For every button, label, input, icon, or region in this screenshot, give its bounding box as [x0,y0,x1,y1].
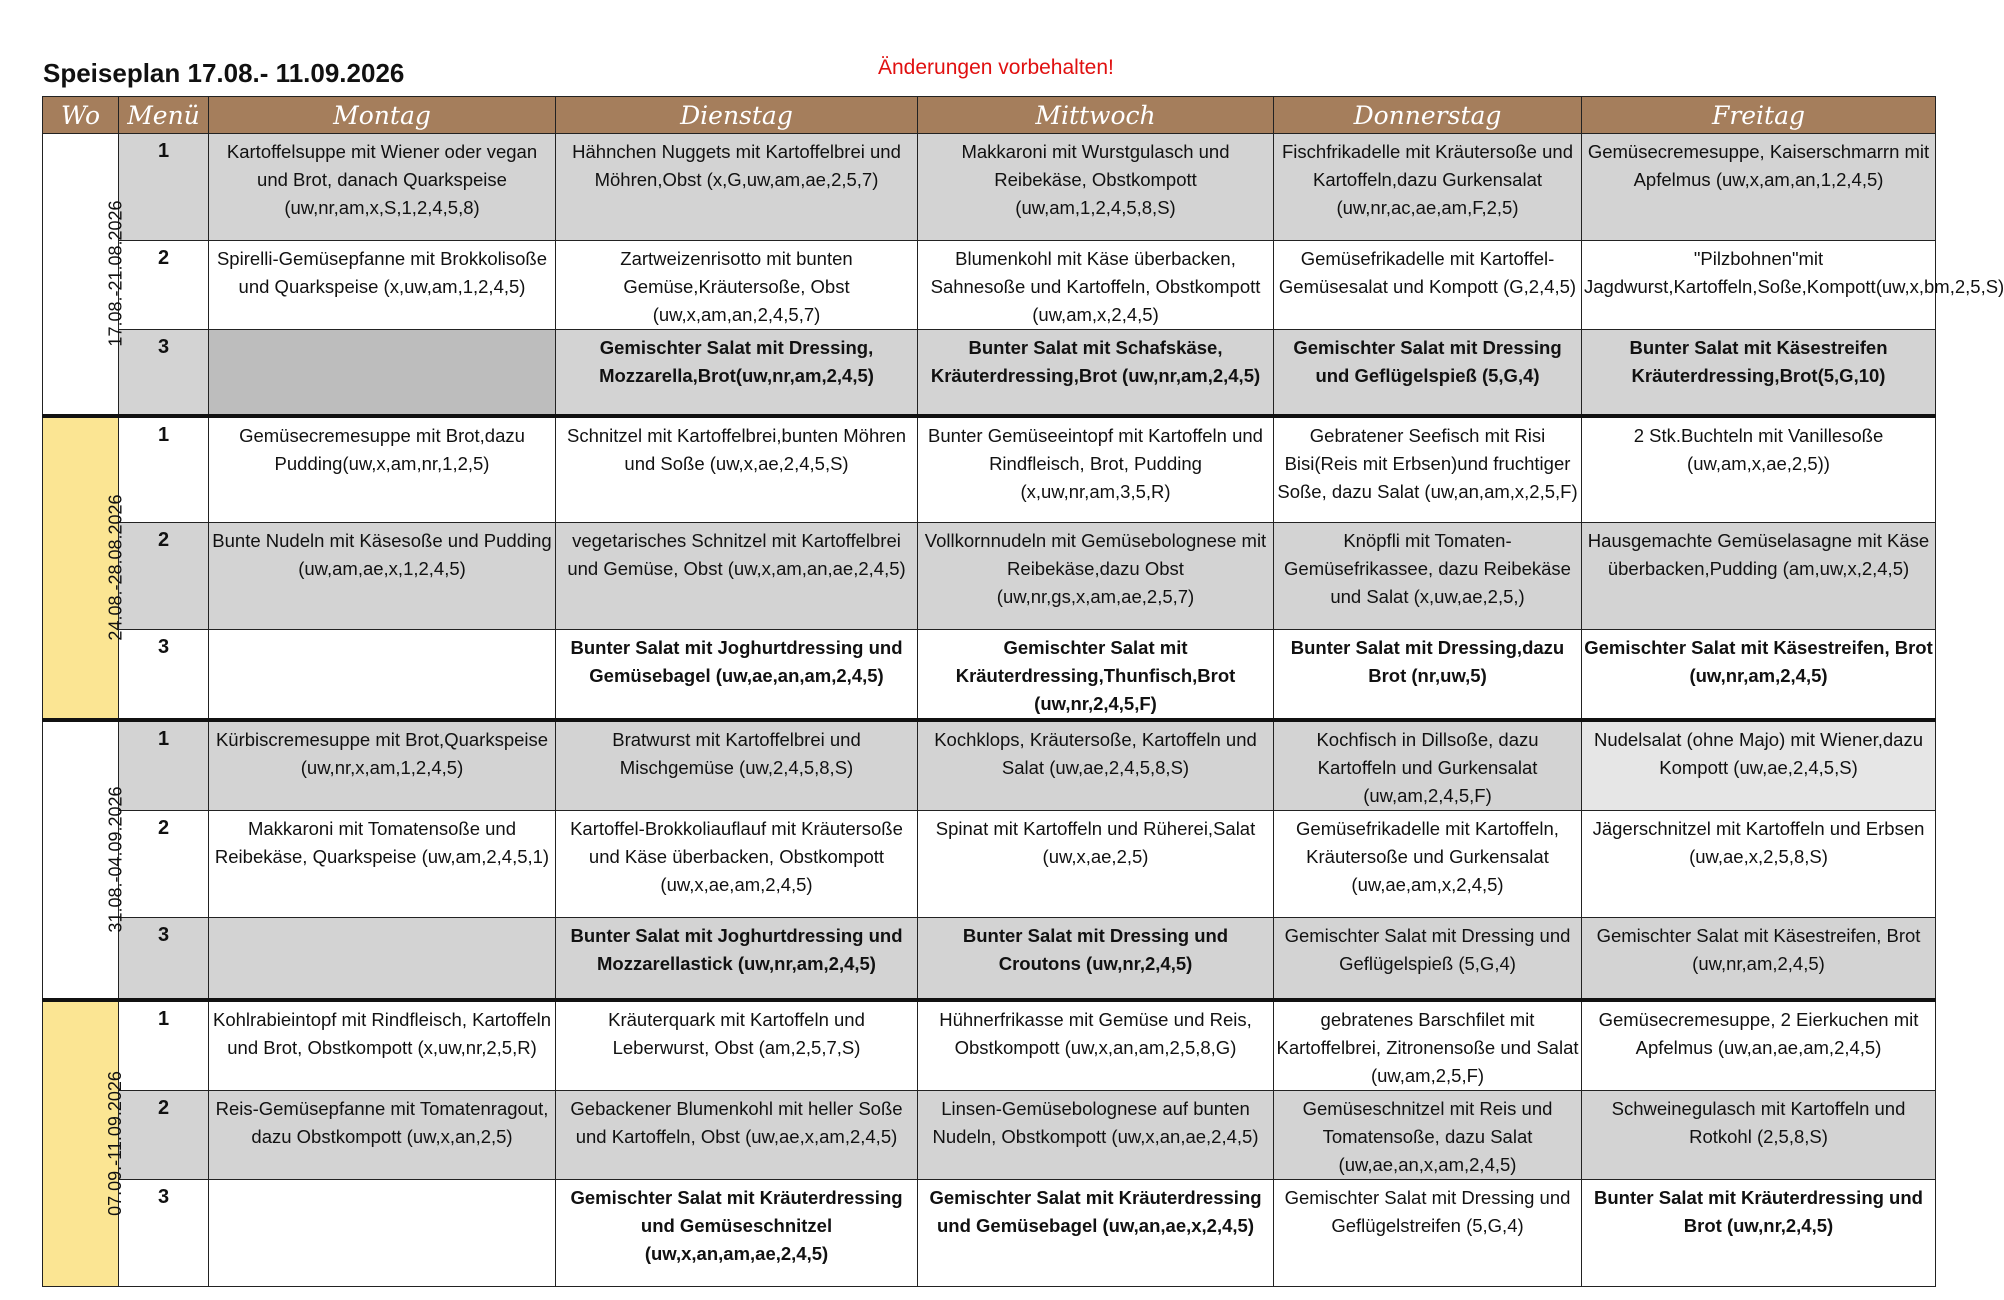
col-header-week: Wo [43,97,119,134]
meal-cell: Bunter Salat mit Joghurtdressing und Gemüsebagel (uw,ae,an,am,2,4,5) [556,630,918,721]
meal-cell: Gemischter Salat mit Käsestreifen, Brot (uw,nr,am,2,4,5) [1582,918,1936,1000]
meal-cell: Bunter Salat mit Kräuterdressing und Brot (uw,nr,2,4,5) [1582,1179,1936,1286]
table-row [43,720,1936,811]
table-row [43,918,1936,1000]
meal-cell: Gemüseschnitzel mit Reis und Tomatensoße, dazu Salat (uw,ae,an,x,am,2,4,5) [1274,1090,1582,1179]
meal-cell: Gemischter Salat mit Kräuterdressing und Gemüseschnitzel (uw,x,an,am,ae,2,4,5) [556,1179,918,1286]
meal-cell: Gemischter Salat mit Kräuterdressing und Gemüsebagel (uw,an,ae,x,2,4,5) [918,1179,1274,1286]
table-row [43,523,1936,630]
table-row [43,1179,1936,1286]
meal-cell: Vollkornnudeln mit Gemüsebolognese mit Reibekäse,dazu Obst (uw,nr,gs,x,am,ae,2,5,7) [918,523,1274,630]
menu-number: 3 [119,1179,209,1286]
meal-cell: Bunter Salat mit Schafskäse, Kräuterdressing,Brot (uw,nr,am,2,4,5) [918,330,1274,416]
meal-cell: Gemischter Salat mit Dressing, Mozzarella,Brot(uw,nr,am,2,4,5) [556,330,918,416]
menu-number: 3 [119,918,209,1000]
meal-cell: Bunter Salat mit Käsestreifen Kräuterdressing,Brot(5,G,10) [1582,330,1936,416]
meal-cell: gebratenes Barschfilet mit Kartoffelbrei, Zitronensoße und Salat (uw,am,2,5,F) [1274,1000,1582,1091]
meal-cell: Bratwurst mit Kartoffelbrei und Mischgemüse (uw,2,4,5,8,S) [556,720,918,811]
meal-cell: Hausgemachte Gemüselasagne mit Käse überbacken,Pudding (am,uw,x,2,4,5) [1582,523,1936,630]
week-label: 07.09.-11.09.2026 [43,1000,119,1287]
table-row [43,630,1936,721]
meal-cell: Kartoffelsuppe mit Wiener oder vegan und Brot, danach Quarkspeise (uw,nr,am,x,S,1,2,4,5,8) [209,134,556,241]
meal-cell: Blumenkohl mit Käse überbacken, Sahnesoße und Kartoffeln, Obstkompott (uw,am,x,2,4,5) [918,241,1274,330]
meal-cell: Kochklops, Kräutersoße, Kartoffeln und Salat (uw,ae,2,4,5,8,S) [918,720,1274,811]
meal-cell: Schnitzel mit Kartoffelbrei,bunten Möhren und Soße (uw,x,ae,2,4,5,S) [556,416,918,523]
meal-cell: Nudelsalat (ohne Majo) mit Wiener,dazu Kompott (uw,ae,2,4,5,S) [1582,720,1936,811]
meal-cell [209,630,556,721]
meal-cell: Makkaroni mit Tomatensoße und Reibekäse, Quarkspeise (uw,am,2,4,5,1) [209,811,556,918]
meal-cell: 2 Stk.Buchteln mit Vanillesoße (uw,am,x,ae,2,5)) [1582,416,1936,523]
menu-number: 1 [119,416,209,523]
meal-cell: Gemischter Salat mit Kräuterdressing,Thunfisch,Brot (uw,nr,2,4,5,F) [918,630,1274,721]
meal-cell: Reis-Gemüsepfanne mit Tomatenragout, dazu Obstkompott (uw,x,an,2,5) [209,1090,556,1179]
meal-cell: Kartoffel-Brokkoliauflauf mit Kräutersoße und Käse überbacken, Obstkompott (uw,x,ae,am,2,4,5) [556,811,918,918]
col-header-wednesday: Mittwoch [918,97,1274,134]
meal-cell: Gemüsecremesuppe, 2 Eierkuchen mit Apfelmus (uw,an,ae,am,2,4,5) [1582,1000,1936,1091]
meal-cell: Schweinegulasch mit Kartoffeln und Rotkohl (2,5,8,S) [1582,1090,1936,1179]
meal-cell: Jägerschnitzel mit Kartoffeln und Erbsen (uw,ae,x,2,5,8,S) [1582,811,1936,918]
meal-cell: Zartweizenrisotto mit bunten Gemüse,Kräutersoße, Obst (uw,x,am,an,2,4,5,7) [556,241,918,330]
menu-number: 3 [119,630,209,721]
meal-cell: Kohlrabieintopf mit Rindfleisch, Kartoffeln und Brot, Obstkompott (x,uw,nr,2,5,R) [209,1000,556,1091]
menu-number: 3 [119,330,209,416]
meal-cell: Gemüsecremesuppe, Kaiserschmarrn mit Apfelmus (uw,x,am,an,1,2,4,5) [1582,134,1936,241]
meal-cell: Linsen-Gemüsebolognese auf bunten Nudeln, Obstkompott (uw,x,an,ae,2,4,5) [918,1090,1274,1179]
menu-number: 2 [119,1090,209,1179]
meal-cell: Spirelli-Gemüsepfanne mit Brokkolisoße und Quarkspeise (x,uw,am,1,2,4,5) [209,241,556,330]
week-label: 24.08.-28.08.2026 [43,416,119,721]
meal-cell: Bunte Nudeln mit Käsesoße und Pudding (uw,am,ae,x,1,2,4,5) [209,523,556,630]
menu-number: 2 [119,523,209,630]
meal-cell: "Pilzbohnen"mit Jagdwurst,Kartoffeln,Soße,Kompott(uw,x,bm,2,5,S) [1582,241,1936,330]
meal-cell: Gemüsefrikadelle mit Kartoffel-Gemüsesalat und Kompott (G,2,4,5) [1274,241,1582,330]
col-header-menu: Menü [119,97,209,134]
meal-cell: Kochfisch in Dillsoße, dazu Kartoffeln und Gurkensalat (uw,am,2,4,5,F) [1274,720,1582,811]
meal-cell: Bunter Salat mit Dressing und Croutons (uw,nr,2,4,5) [918,918,1274,1000]
meal-cell: Hühnerfrikasse mit Gemüse und Reis, Obstkompott (uw,x,an,am,2,5,8,G) [918,1000,1274,1091]
col-header-tuesday: Dienstag [556,97,918,134]
meal-cell: Spinat mit Kartoffeln und Rüherei,Salat (uw,x,ae,2,5) [918,811,1274,918]
meal-cell: Gemischter Salat mit Dressing und Geflügelspieß (5,G,4) [1274,918,1582,1000]
meal-cell: Bunter Gemüseeintopf mit Kartoffeln und Rindfleisch, Brot, Pudding (x,uw,nr,am,3,5,R) [918,416,1274,523]
col-header-thursday: Donnerstag [1274,97,1582,134]
meal-cell: vegetarisches Schnitzel mit Kartoffelbrei und Gemüse, Obst (uw,x,am,an,ae,2,4,5) [556,523,918,630]
table-row [43,134,1936,241]
meal-cell [209,918,556,1000]
meal-cell: Gemischter Salat mit Dressing und Geflügelstreifen (5,G,4) [1274,1179,1582,1286]
col-header-friday: Freitag [1582,97,1936,134]
meal-cell: Makkaroni mit Wurstgulasch und Reibekäse, Obstkompott (uw,am,1,2,4,5,8,S) [918,134,1274,241]
meal-cell: Kräuterquark mit Kartoffeln und Leberwurst, Obst (am,2,5,7,S) [556,1000,918,1091]
week-label: 31.08.-04.09.2026 [43,720,119,1000]
meal-cell: Bunter Salat mit Joghurtdressing und Mozzarellastick (uw,nr,am,2,4,5) [556,918,918,1000]
meal-cell [209,1179,556,1286]
header-row [43,97,1936,134]
menu-number: 1 [119,720,209,811]
meal-cell: Fischfrikadelle mit Kräutersoße und Kartoffeln,dazu Gurkensalat (uw,nr,ac,ae,am,F,2,5) [1274,134,1582,241]
meal-cell: Gebackener Blumenkohl mit heller Soße und Kartoffeln, Obst (uw,ae,x,am,2,4,5) [556,1090,918,1179]
table-row [43,1000,1936,1091]
table-row [43,330,1936,416]
table-row [43,416,1936,523]
table-row [43,241,1936,330]
meal-cell: Gebratener Seefisch mit Risi Bisi(Reis mit Erbsen)und fruchtiger Soße, dazu Salat (uw,an,am,x,2,5,F) [1274,416,1582,523]
meal-cell: Bunter Salat mit Dressing,dazu Brot (nr,uw,5) [1274,630,1582,721]
meal-cell: Gemischter Salat mit Dressing und Geflügelspieß (5,G,4) [1274,330,1582,416]
table-row [43,811,1936,918]
meal-cell: Gemischter Salat mit Käsestreifen, Brot (uw,nr,am,2,4,5) [1582,630,1936,721]
meal-cell: Kürbiscremesuppe mit Brot,Quarkspeise (uw,nr,x,am,1,2,4,5) [209,720,556,811]
week-label: 17.08.-21.08.2026 [43,134,119,416]
meal-plan-table [42,96,2004,1287]
meal-cell: Knöpfli mit Tomaten-Gemüsefrikassee, dazu Reibekäse und Salat (x,uw,ae,2,5,) [1274,523,1582,630]
menu-number: 2 [119,241,209,330]
changes-notice: Änderungen vorbehalten! [878,56,1114,79]
menu-number: 2 [119,811,209,918]
col-header-monday: Montag [209,97,556,134]
page-title: Speiseplan 17.08.- 11.09.2026 [43,58,405,88]
meal-cell: Gemüsefrikadelle mit Kartoffeln, Kräutersoße und Gurkensalat (uw,ae,am,x,2,4,5) [1274,811,1582,918]
menu-number: 1 [119,134,209,241]
table-row [43,1090,1936,1179]
meal-cell: Hähnchen Nuggets mit Kartoffelbrei und Möhren,Obst (x,G,uw,am,ae,2,5,7) [556,134,918,241]
meal-cell [209,330,556,416]
meal-cell: Gemüsecremesuppe mit Brot,dazu Pudding(uw,x,am,nr,1,2,5) [209,416,556,523]
menu-number: 1 [119,1000,209,1091]
